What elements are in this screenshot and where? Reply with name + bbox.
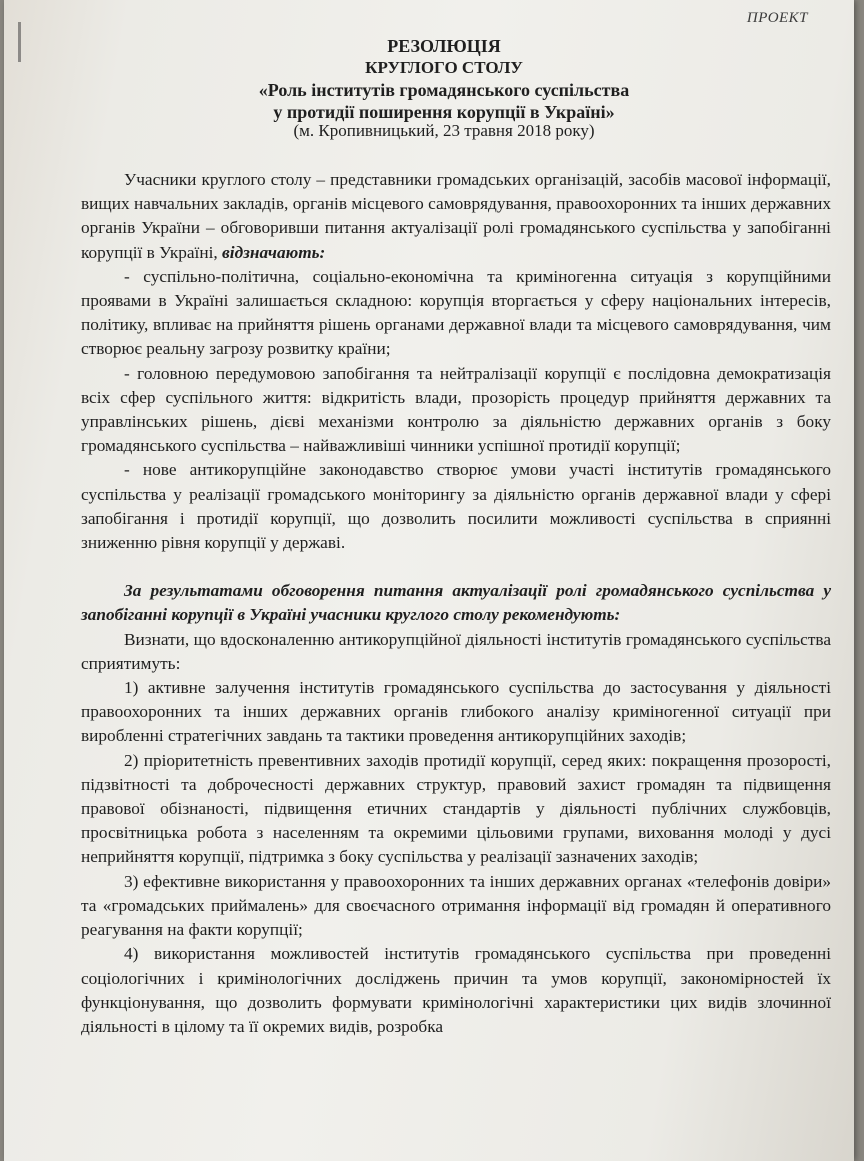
recommendation-item: 2) пріоритетність превентивних заходів протидії корупції, серед яких: покращення прозорості, підзвітності та доброчесності державних структур, правовий захист громадян та підвищення правової обізнаності, підвищення етичних стандартів у діяльності публічних службовців, просвітницька робота з населенням та окремими цільовими групами, виховання молоді у дусі неприйняття корупції, підтримка з боку суспільства у реалізації зазначених заходів; [81,750,831,867]
draft-stamp: ПРОЕКТ [746,10,808,26]
document-page [4,0,854,1161]
document-body [81,168,831,1039]
topic-line-2: у протидії поширення корупції в Україні» [273,102,615,122]
intro-emphasis: відзначають: [222,242,326,262]
topic-line-1: «Роль інститутів громадянського суспільства [258,80,630,100]
place-date: (м. Кропивницький, 23 травня 2018 року) [293,121,595,140]
document-title: РЕЗОЛЮЦІЯ [387,36,501,56]
note-item: - суспільно-політична, соціально-економічна та криміногенна ситуація з корупційними проявами в Україні залишається складною: корупція вторгається у сферу національних інтересів, політику, впливає на прийняття рішень органами державної влади та місцевого самоврядування, чим створює реальну загрозу розвитку країни; [81,266,831,359]
section-heading: За результатами обговорення питання актуалізації ролі громадянського суспільства у запобіганні корупції в Україні учасники круглого столу рекомендують: [81,581,831,625]
recommend-intro: Визнати, що вдосконаленню антикорупційної діяльності інститутів громадянського суспільства сприятимуть: [81,629,831,673]
recommendation-item: 1) активне залучення інститутів громадянського суспільства до застосування у діяльності правоохоронних та інших державних органів глибокого аналізу криміногенної ситуації при виробленні стратегічних завдань та тактики проведення антикорупційних заходів; [81,678,831,746]
note-item: - нове антикорупційне законодавство створює умови участі інститутів громадянського суспільства у реалізації громадського моніторингу за діяльністю органів державної влади у сфері запобігання і протидії корупції, що дозволить посилити можливості суспільства в сприянні зниженню рівня корупції у державі. [81,460,831,553]
intro-paragraph [81,168,831,265]
recommendation-item: 4) використання можливостей інститутів громадянського суспільства при проведенні соціологічних і кримінологічних досліджень причин та умов корупції, закономірностей їх функціонування, що дозволить формувати кримінологічні характеристики цих видів злочинної діяльності в цілому та її окремих видів, розробка [81,944,831,1036]
recommendation-item: 3) ефективне використання у правоохоронних та інших державних органах «телефонів довіри» та «громадських приймалень» для своєчасного отримання інформації від громадян й оперативного реагування на факти корупції; [81,871,831,940]
note-item: - головною передумовою запобігання та нейтралізації корупції є послідовна демократизація всіх сфер суспільного життя: відкритість влади, прозорість процедур прийняття державних та управлінських рішень, дієві механізми контролю за діяльністю державних органів з боку громадянського суспільства – найважливіші чинники успішної протидії корупції; [81,363,831,456]
document-subtitle: КРУГЛОГО СТОЛУ [365,58,523,77]
intro-text: Учасники круглого столу – представники громадських організацій, засобів масової інформації, вищих навчальних закладів, органів місцевого самоврядування, правоохоронних та інших державних органів України – обговоривши питання актуалізації ролі громадянського суспільства у запобіганні корупції в Україні, [81,170,831,262]
paragraph-gap [81,555,831,579]
